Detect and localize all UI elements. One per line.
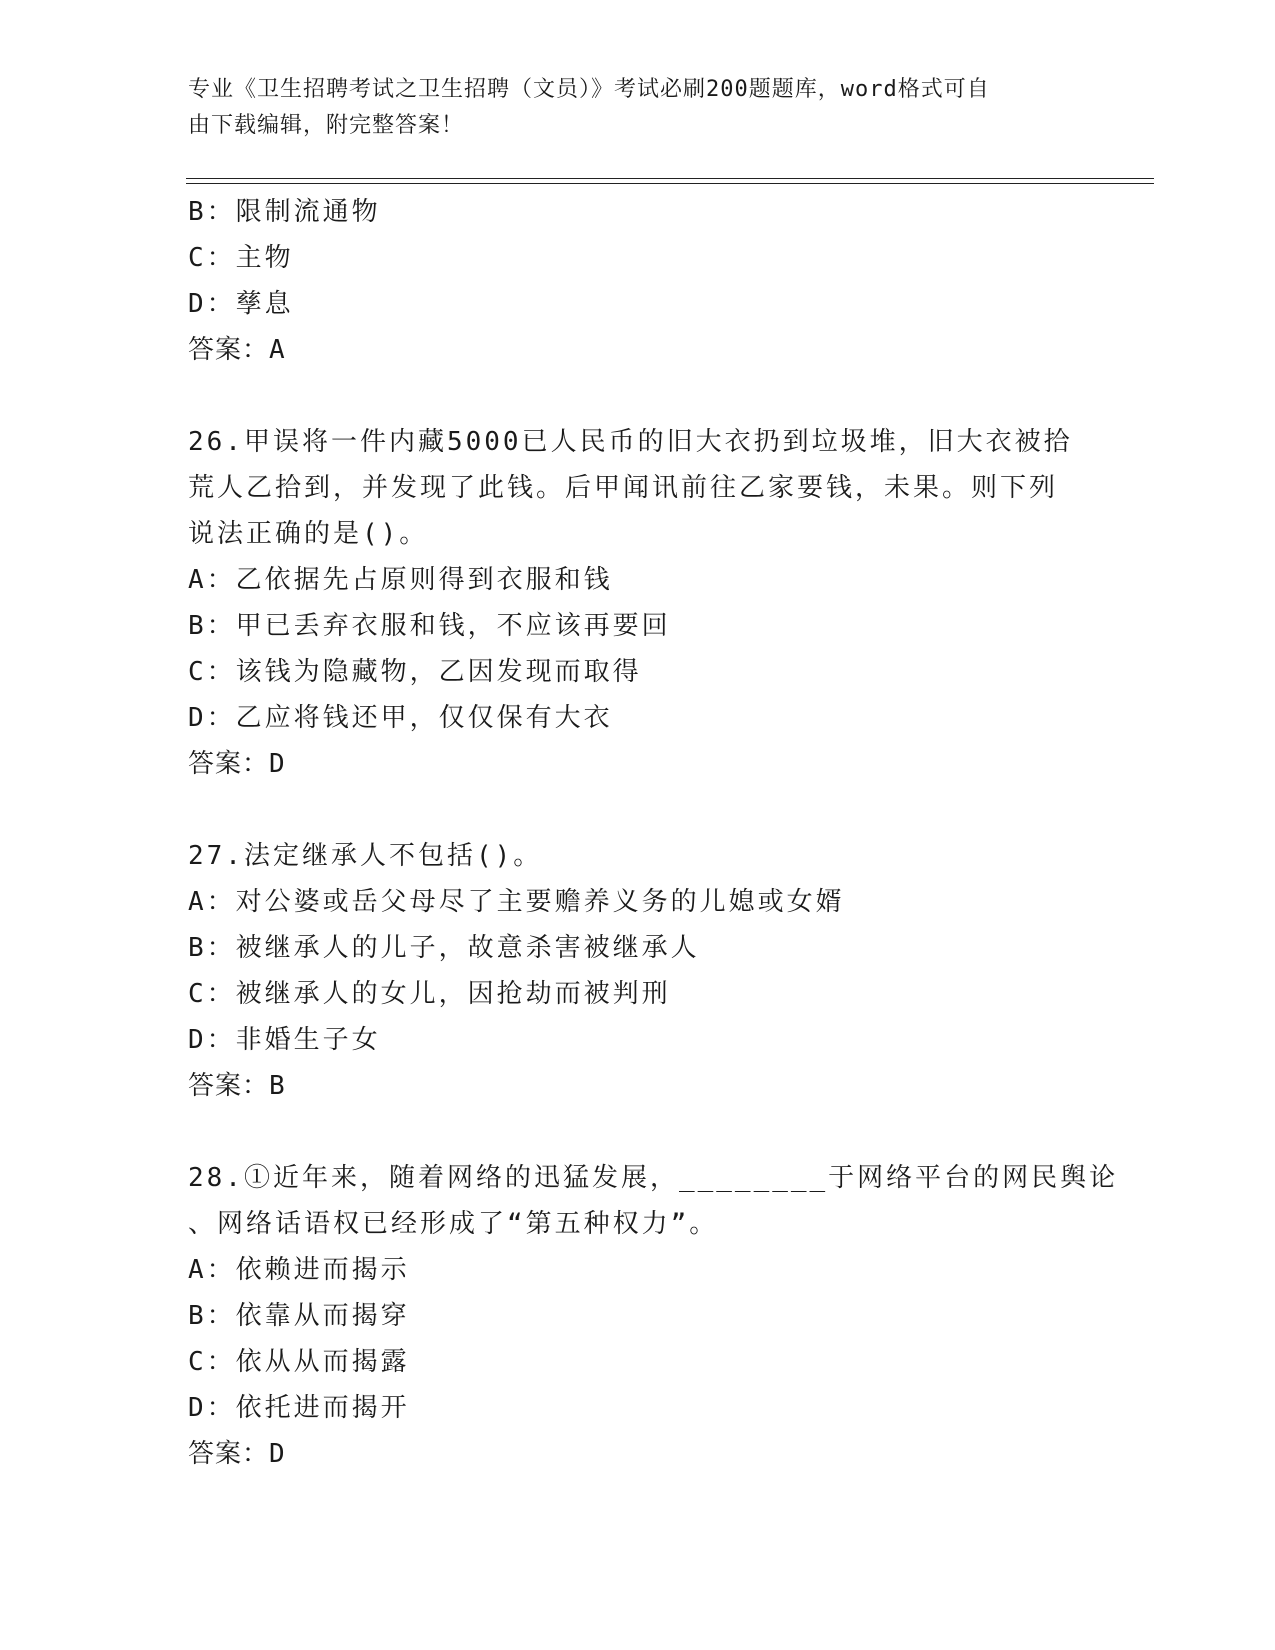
option-a: A：依赖进而揭示 <box>188 1255 410 1285</box>
option-d: D：乙应将钱还甲，仅仅保有大衣 <box>188 703 613 733</box>
answer-line: 答案：B <box>188 1071 286 1101</box>
question-27 <box>188 833 1088 1109</box>
option-d: D：孳息 <box>188 289 294 319</box>
answer-line: 答案：D <box>188 749 286 779</box>
question-26 <box>188 419 1088 787</box>
answer-line: 答案：D <box>188 1439 286 1469</box>
option-c: C：依从从而揭露 <box>188 1347 410 1377</box>
question-25-continued <box>188 189 1088 373</box>
option-c: C：被继承人的女儿，因抢劫而被判刑 <box>188 979 671 1009</box>
question-stem-line: 27.法定继承人不包括()。 <box>188 841 543 871</box>
option-d: D：依托进而揭开 <box>188 1393 410 1423</box>
option-b: B：限制流通物 <box>188 197 381 227</box>
question-stem-line: 、网络话语权已经形成了“第五种权力”。 <box>188 1209 719 1239</box>
question-stem-line: 28.①近年来，随着网络的迅猛发展，________于网络平台的网民舆论 <box>188 1163 1119 1193</box>
spacer <box>188 373 1088 419</box>
question-content <box>188 189 1119 1477</box>
option-b: B：甲已丢弃衣服和钱，不应该再要回 <box>188 611 671 641</box>
header-divider-bottom <box>186 183 1154 184</box>
question-stem-line: 26.甲误将一件内藏5000已人民币的旧大衣扔到垃圾堆，旧大衣被拾 <box>188 427 1073 457</box>
spacer <box>188 1109 1088 1155</box>
header-line-1: 专业《卫生招聘考试之卫生招聘（文员）》考试必刷200题题库，word格式可自 <box>188 77 990 102</box>
option-c: C：该钱为隐藏物，乙因发现而取得 <box>188 657 642 687</box>
spacer <box>188 787 1088 833</box>
header-divider-top <box>186 178 1154 179</box>
document-header <box>188 72 1088 144</box>
answer-line: 答案：A <box>188 335 286 365</box>
question-stem-line: 荒人乙拾到，并发现了此钱。后甲闻讯前往乙家要钱，未果。则下列 <box>188 473 1059 503</box>
option-d: D：非婚生子女 <box>188 1025 381 1055</box>
option-b: B：被继承人的儿子，故意杀害被继承人 <box>188 933 700 963</box>
option-c: C：主物 <box>188 243 294 273</box>
option-a: A：对公婆或岳父母尽了主要赡养义务的儿媳或女婿 <box>188 887 845 917</box>
question-28 <box>188 1155 1119 1477</box>
question-stem-line: 说法正确的是()。 <box>188 519 429 549</box>
option-a: A：乙依据先占原则得到衣服和钱 <box>188 565 613 595</box>
header-line-2: 由下载编辑，附完整答案！ <box>188 113 465 138</box>
option-b: B：依靠从而揭穿 <box>188 1301 410 1331</box>
